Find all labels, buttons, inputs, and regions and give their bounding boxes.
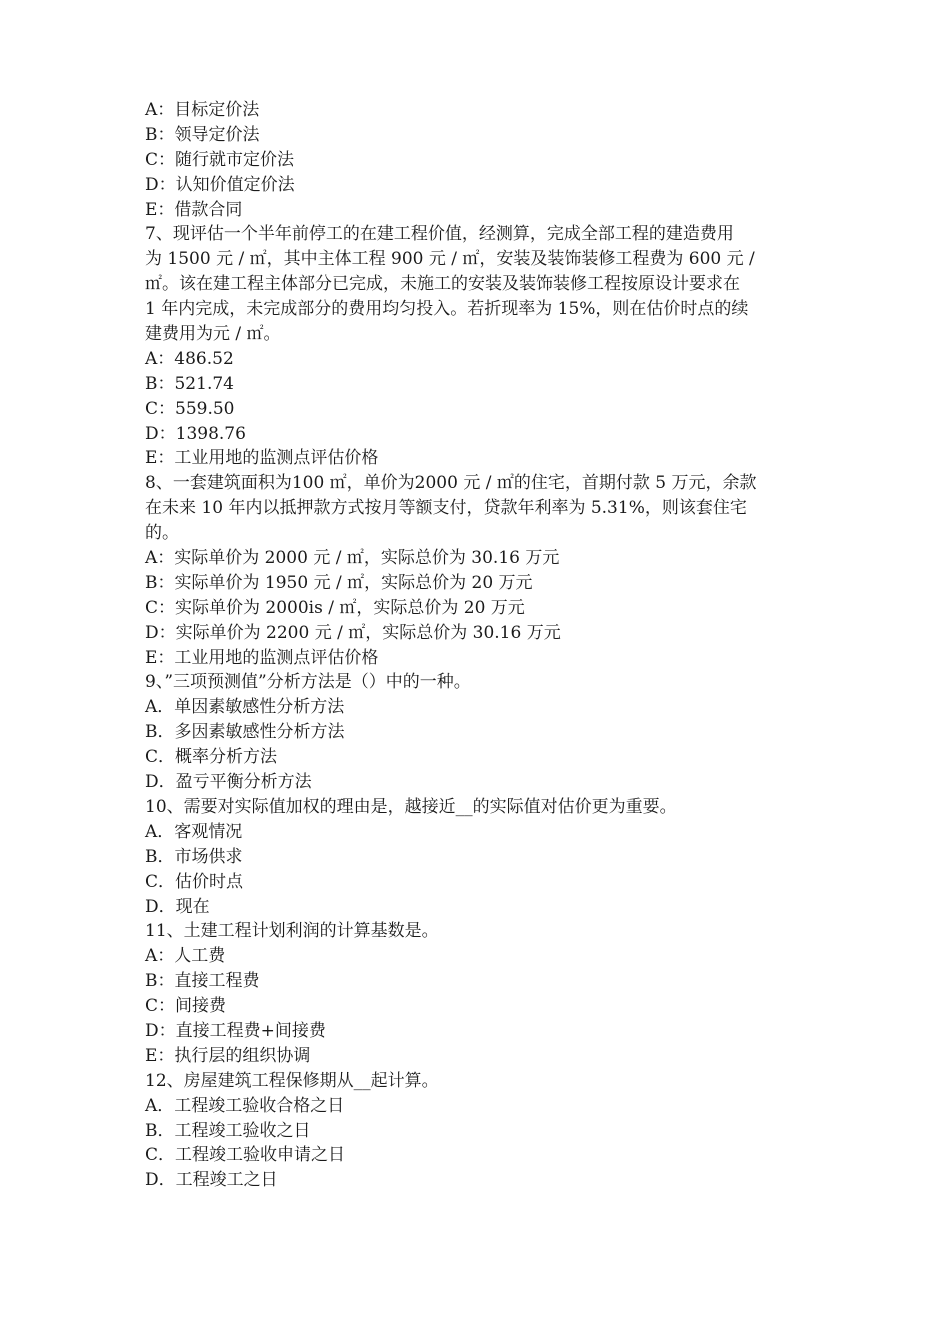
option-e-line: E：借款合同 [145, 199, 243, 220]
option-b-line: B．市场供求 [145, 846, 243, 867]
option-b-line: B：实际单价为 1950 元 / ㎡，实际总价为 20 万元 [145, 572, 533, 593]
option-c-line: C．概率分析方法 [145, 747, 278, 768]
option-a-line: A．客观情况 [145, 821, 243, 842]
option-a-line: A：实际单价为 2000 元 / ㎡，实际总价为 30.16 万元 [145, 548, 560, 569]
option-d-line: D．工程竣工之日 [145, 1170, 278, 1191]
question-8-line: 在未来 10 年内以抵押款方式按月等额支付，贷款年利率为 5.31%，则该套住宅 [145, 498, 747, 519]
option-a-line: A．单因素敏感性分析方法 [145, 697, 345, 718]
question-7-line: 建费用为元 / ㎡。 [145, 324, 281, 345]
option-c-line: C．工程竣工验收申请之日 [145, 1145, 346, 1166]
document-page [145, 98, 810, 1193]
question-8-line: 8、一套建筑面积为100 ㎡，单价为2000 元 / ㎡的住宅，首期付款 5 万元，余款 [145, 473, 757, 494]
question-8-line: 的。 [145, 523, 179, 544]
question-11-line: 11、土建工程计划利润的计算基数是。 [145, 921, 439, 942]
option-b-line: B：521.74 [145, 373, 234, 394]
option-a-line: A．工程竣工验收合格之日 [145, 1095, 345, 1116]
option-b-line: B：领导定价法 [145, 124, 260, 145]
question-7-line: 7、现评估一个半年前停工的在建工程价值，经测算，完成全部工程的建造费用 [145, 224, 734, 245]
option-d-line: D．盈亏平衡分析方法 [145, 772, 312, 793]
option-c-line: C：实际单价为 2000is / ㎡，实际总价为 20 万元 [145, 597, 525, 618]
option-b-line: B．工程竣工验收之日 [145, 1120, 311, 1141]
option-e-line: E：工业用地的监测点评估价格 [145, 448, 379, 469]
question-12-line: 12、房屋建筑工程保修期从__起计算。 [145, 1070, 439, 1091]
option-d-line: D：直接工程费+间接费 [145, 1020, 326, 1041]
option-d-line: D．现在 [145, 896, 210, 917]
question-7-line: 为 1500 元 / ㎡，其中主体工程 900 元 / ㎡，安装及装饰装修工程费为 600 元 / [145, 249, 755, 270]
option-c-line: C：随行就市定价法 [145, 149, 295, 170]
option-c-line: C：559.50 [145, 398, 235, 419]
option-a-line: A：人工费 [145, 946, 226, 967]
option-b-line: B．多因素敏感性分析方法 [145, 722, 345, 743]
option-e-line: E：执行层的组织协调 [145, 1045, 311, 1066]
option-a-line: A：486.52 [145, 348, 234, 369]
option-d-line: D：认知价值定价法 [145, 174, 295, 195]
question-7-line: ㎡。该在建工程主体部分已完成，未施工的安装及装饰装修工程按原设计要求在 [145, 274, 740, 295]
option-c-line: C：间接费 [145, 996, 227, 1017]
question-9-line: 9、”三项预测值”分析方法是（）中的一种。 [145, 672, 471, 693]
option-d-line: D：实际单价为 2200 元 / ㎡，实际总价为 30.16 万元 [145, 622, 561, 643]
option-e-line: E：工业用地的监测点评估价格 [145, 647, 379, 668]
option-b-line: B：直接工程费 [145, 971, 260, 992]
option-a-line: A：目标定价法 [145, 100, 260, 120]
question-10-line: 10、需要对实际值加权的理由是，越接近__的实际值对估价更为重要。 [145, 796, 677, 817]
question-7-line: 1 年内完成，未完成部分的费用均匀投入。若折现率为 15%，则在估价时点的续 [145, 299, 749, 320]
option-c-line: C．估价时点 [145, 871, 244, 892]
option-d-line: D：1398.76 [145, 423, 246, 444]
